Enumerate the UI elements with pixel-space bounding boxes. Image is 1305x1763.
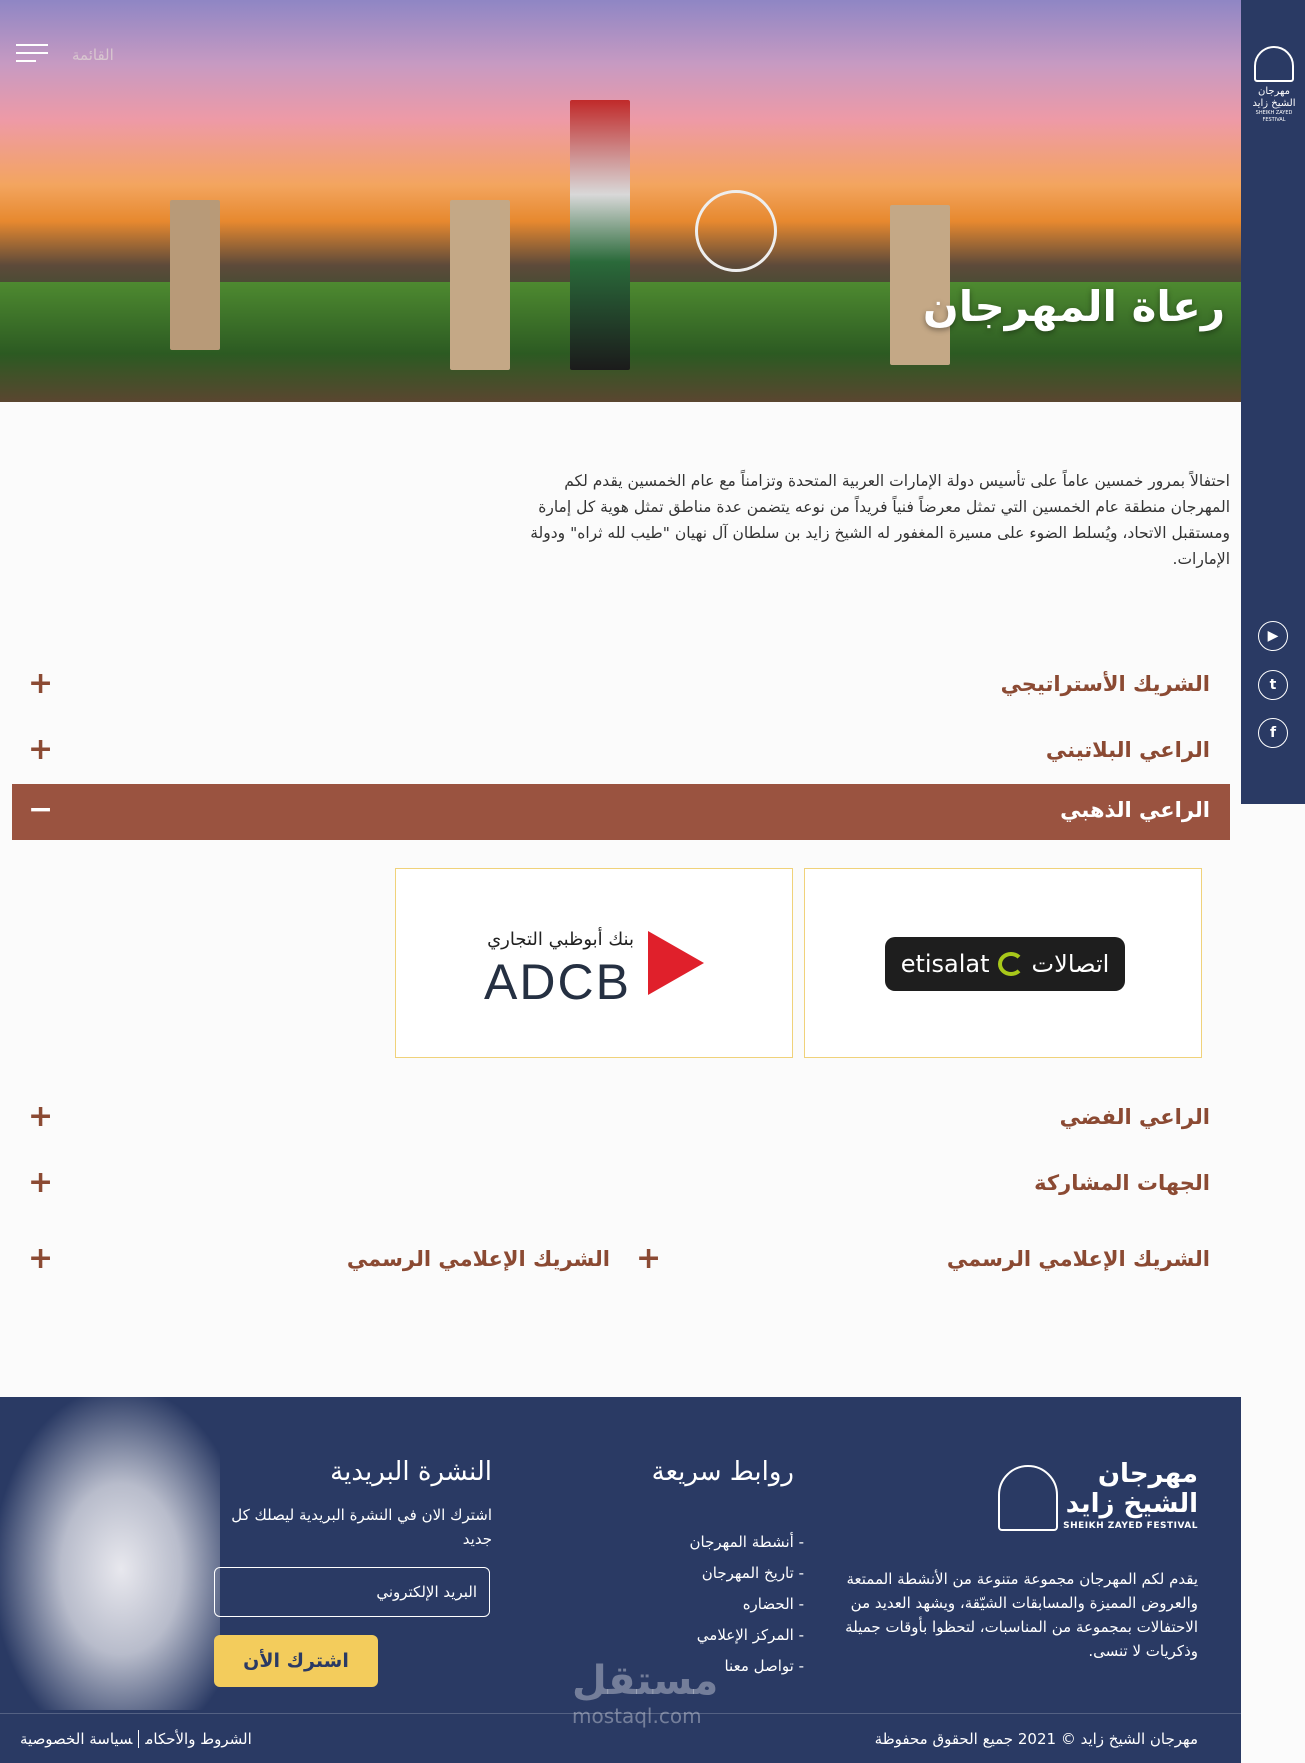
footer-logo-ar-2: الشيخ زايد: [1065, 1489, 1198, 1519]
footer-logo-ar-1: مهرجان: [1097, 1459, 1198, 1489]
plus-icon[interactable]: +: [636, 1241, 662, 1276]
subscribe-button[interactable]: اشترك الأن: [214, 1635, 378, 1687]
accordion-label: الراعي الذهبي: [1060, 798, 1210, 822]
legal-links: [20, 1730, 252, 1748]
plus-icon[interactable]: +: [28, 1099, 54, 1134]
plus-icon[interactable]: +: [28, 666, 54, 701]
sheikh-portrait-image: [0, 1397, 220, 1710]
logo-mark-icon: [998, 1465, 1058, 1531]
privacy-link[interactable]: سياسة الخصوصية: [20, 1730, 133, 1748]
accordion-label: الشريك الأستراتيجي: [1000, 672, 1210, 696]
quick-link-media-center[interactable]: - المركز الإعلامي: [696, 1626, 804, 1644]
plus-icon[interactable]: +: [28, 1165, 54, 1200]
accordion-participants[interactable]: [12, 1157, 1230, 1213]
sponsor-card-adcb[interactable]: [395, 868, 793, 1058]
menu-label[interactable]: القائمة: [72, 46, 114, 64]
quick-link-activities[interactable]: - أنشطة المهرجان: [689, 1533, 804, 1551]
accordion-platinum-sponsor[interactable]: [12, 724, 1230, 780]
hero-ferris-wheel: [695, 190, 777, 272]
quick-link-contact[interactable]: - تواصل معنا: [724, 1657, 804, 1675]
legal-separator: [138, 1730, 139, 1748]
accordion-label: الشريك الإعلامي الرسمي: [346, 1247, 610, 1271]
hero-pillar: [450, 200, 510, 370]
sidebar-logo-en: SHEIKH ZAYED FESTIVAL: [1255, 110, 1293, 123]
footer-logo[interactable]: [998, 1459, 1198, 1537]
accordion-silver-sponsor[interactable]: [12, 1091, 1230, 1147]
menu-icon[interactable]: [16, 44, 48, 66]
watermark-ar: مستقل: [572, 1658, 719, 1704]
etisalat-logo: [885, 937, 1125, 991]
twitter-icon[interactable]: t: [1258, 670, 1288, 700]
quick-links-title: روابط سريعة: [651, 1457, 794, 1487]
accordion-gold-sponsor[interactable]: [12, 784, 1230, 840]
hero-banner: [0, 0, 1241, 402]
copyright: مهرجان الشيخ زايد © 2021 جميع الحقوق محفوظة: [874, 1730, 1198, 1748]
logo-mark-icon: [1254, 46, 1294, 82]
accordion-label: الجهات المشاركة: [1034, 1171, 1210, 1195]
terms-link[interactable]: الشروط والأحكام: [145, 1730, 252, 1748]
quick-link-civilization[interactable]: - الحضاره: [742, 1595, 804, 1613]
footer-about: يقدم لكم المهرجان مجموعة متنوعة من الأنشطة الممتعة والعروض المميزة والمسابقات الشيّقة، ويشهد العديد من الاحتفالات بمجموعة من المناسبات، لتحظوا بأوقات جميلة وذكريات لا تنسى.: [845, 1570, 1198, 1660]
plus-icon[interactable]: +: [28, 1241, 54, 1276]
newsletter-text: اشترك الان في النشرة البريدية ليصلك كل جديد: [231, 1506, 492, 1548]
facebook-icon[interactable]: f: [1258, 718, 1288, 748]
accordion-strategic-partner[interactable]: [12, 658, 1230, 714]
watermark-en: mostaql.com: [572, 1704, 702, 1728]
youtube-icon[interactable]: ▶: [1258, 621, 1288, 651]
accordion-official-media-partner-2[interactable]: [12, 1233, 610, 1289]
plus-icon[interactable]: +: [28, 732, 54, 767]
accordion-label: الراعي الفضي: [1059, 1105, 1210, 1129]
hero-pillar: [170, 200, 220, 350]
etisalat-mark-icon: [998, 952, 1024, 976]
etisalat-name-ar: اتصالات: [1031, 950, 1110, 978]
accordion-official-media-partner-1[interactable]: [620, 1233, 1230, 1289]
side-rail: [1241, 0, 1305, 804]
sidebar-logo[interactable]: [1251, 46, 1297, 136]
intro-paragraph: احتفالاً بمرور خمسين عاماً على تأسيس دولة الإمارات العربية المتحدة وتزامناً مع عام الخمسين يقدم لكم المهرجان منطقة عام الخمسين التي تمثل معرضاً فنياً فريداً من نوعه يتضمن عدة مناطق تمثل هوية كل إمارة ومستقبل الاتحاد، ويُسلط الضوء على مسيرة المغفور له الشيخ زايد بن سلطان آل نهيان "طيب لله ثراه" ودولة الإمارات.: [530, 472, 1230, 568]
accordion-label: الشريك الإعلامي الرسمي: [946, 1247, 1210, 1271]
adcb-logo-icon: [648, 931, 704, 995]
hero-tower: [570, 100, 630, 370]
adcb-name-en: ADCB: [484, 954, 631, 1010]
newsletter-title: النشرة البريدية: [330, 1457, 492, 1487]
etisalat-name-en: etisalat: [900, 950, 990, 978]
page-title: رعاة المهرجان: [922, 282, 1225, 331]
accordion-label: الراعي البلاتيني: [1045, 738, 1210, 762]
sidebar-logo-ar: مهرجان الشيخ زايد: [1252, 86, 1296, 109]
adcb-name-ar: بنك أبوظبي التجاري: [487, 929, 634, 950]
footer-logo-en: SHEIKH ZAYED FESTIVAL: [1063, 1521, 1198, 1531]
email-field[interactable]: [214, 1567, 490, 1617]
minus-icon[interactable]: −: [28, 792, 54, 827]
sponsor-card-etisalat[interactable]: [804, 868, 1202, 1058]
quick-link-history[interactable]: - تاريخ المهرجان: [701, 1564, 804, 1582]
